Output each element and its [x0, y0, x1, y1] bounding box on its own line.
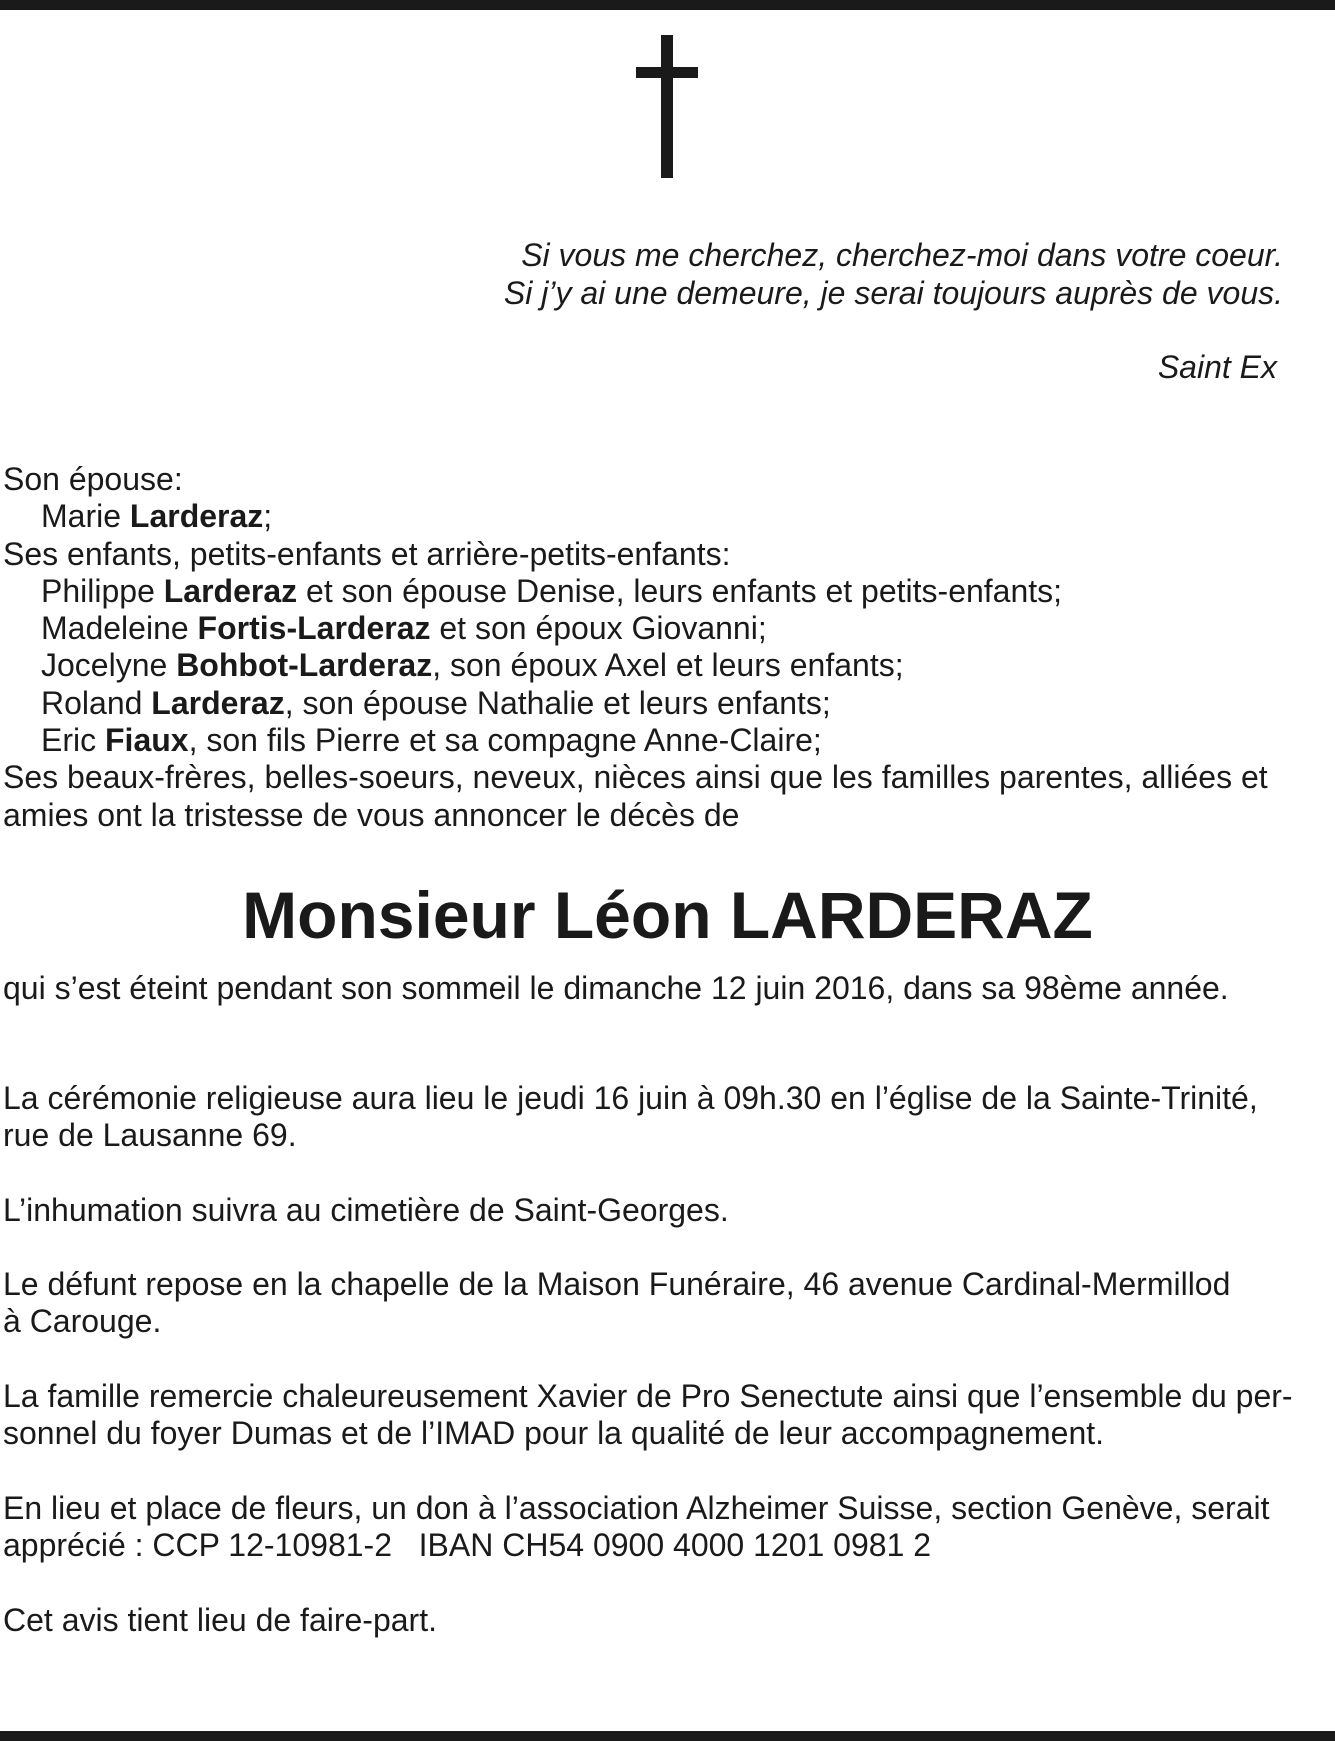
spouse-entry: Marie Larderaz; [41, 498, 273, 535]
epigraph [504, 236, 1283, 312]
relatives-line-1: Ses beaux-frères, belles-soeurs, neveux, nièces ainsi que les familles parentes, alliées et [3, 759, 1268, 796]
spouse-heading: Son épouse: [3, 461, 183, 497]
child-entry: Eric Fiaux, son fils Pierre et sa compagne Anne-Claire; [41, 722, 822, 759]
ceremony-info: La cérémonie religieuse aura lieu le jeudi 16 juin à 09h.30 en l’église de la Sainte-Trinité, rue de Lausanne 69. [3, 1080, 1258, 1153]
epigraph-line-1: Si vous me cherchez, cherchez-moi dans votre coeur. [521, 237, 1283, 273]
epigraph-line-2: Si j’y ai une demeure, je serai toujours auprès de vous. [503, 275, 1283, 311]
cross-icon [0, 0, 1335, 200]
relatives-line-2: amies ont la tristesse de vous annoncer le décès de [3, 796, 740, 833]
deceased-name: Monsieur Léon LARDERAZ [242, 878, 1093, 952]
child-entry: Madeleine Fortis-Larderaz et son époux Giovanni; [41, 610, 767, 647]
epigraph-author: Saint Ex [1157, 349, 1277, 385]
thanks-info: La famille remercie chaleureusement Xavier de Pro Senectute ainsi que l’ensemble du per- sonnel du foyer Dumas et de l’IMAD pour la qualité de leur accompagnement. [3, 1378, 1293, 1451]
death-notice: qui s’est éteint pendant son sommeil le dimanche 12 juin 2016, dans sa 98ème année. [3, 970, 1229, 1006]
children-heading: Ses enfants, petits-enfants et arrière-petits-enfants: [3, 535, 731, 572]
child-entry: Jocelyne Bohbot-Larderaz, son époux Axel et leurs enfants; [41, 647, 904, 684]
donation-info: En lieu et place de fleurs, un don à l’association Alzheimer Suisse, section Genève, serait apprécié : CCP 12-10981-2 IBAN CH54 0900 4000 1201 0981 2 [3, 1490, 1270, 1563]
burial-info: L’inhumation suivra au cimetière de Saint-Georges. [3, 1192, 729, 1228]
bottom-rule [0, 1731, 1335, 1741]
child-entry: Roland Larderaz, son épouse Nathalie et leurs enfants; [41, 684, 831, 721]
child-entry: Philippe Larderaz et son épouse Denise, leurs enfants et petits-enfants; [41, 572, 1063, 609]
repose-info: Le défunt repose en la chapelle de la Maison Funéraire, 46 avenue Cardinal-Mermillod à Carouge. [3, 1266, 1231, 1339]
closing-note: Cet avis tient lieu de faire-part. [3, 1602, 437, 1638]
family-announcement [3, 461, 1323, 834]
